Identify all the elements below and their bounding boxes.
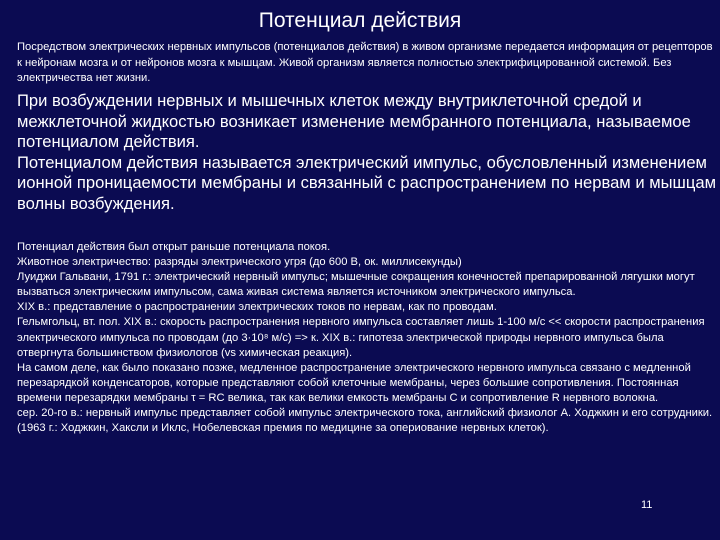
history-notes	[17, 240, 713, 436]
history-line: XIX в.: представление о распространении электрических токов по нервам, как по проводам.	[17, 301, 497, 314]
history-line: Животное электричество: разряды электрического угря (до 600 В, ок. миллисекунды)	[17, 256, 462, 269]
intro-paragraph: Посредством электрических нервных импульсов (потенциалов действия) в живом организме передается информация от рецепторов к нейронам мозга и от нейронов мозга к мышцам. Живой организм является полностью электрифицированной системой. Без электричества нет жизни.	[17, 41, 713, 84]
page-number: 11	[641, 499, 653, 511]
slide-title: Потенциал действия	[258, 9, 462, 32]
intro-text	[17, 40, 713, 87]
definition-paragraph: Потенциалом действия называется электрический импульс, обусловленный изменением ионной проницаемости мембраны и связанный с распространением по нервам и мышцам волны возбуждения.	[17, 152, 716, 213]
definition-paragraph: При возбуждении нервных и мышечных клеток между внутриклеточной средой и межклеточной жидкостью возникает изменение мембранного потенциала, называемое потенциалом действия.	[17, 91, 691, 151]
history-line: Потенциал действия был открыт раньше потенциала покоя.	[17, 241, 331, 253]
history-line: Луиджи Гальвани, 1791 г.: электрический нервный импульс; мышечные сокращения конечностей препарированной лягушки могут вызваться электрическим импульсом, сама живая система является источником электрического импульса.	[17, 271, 695, 299]
history-line: На самом деле, как было показано позже, медленное распространение электрического нервного импульса связано с медленной перезарядкой конденсаторов, которые представляют собой клеточные мембраны, через большие сопротивления. Постоянная времени перезарядки мембраны τ = RC велика, так как велики емкость мембраны С и сопротивление R нервного волокна.	[17, 361, 691, 404]
main-definition-block	[17, 91, 717, 214]
history-line: Гельмгольц, вт. пол. XIX в.: скорость распространения нервного импульса составляет лишь 1-100 м/с << скорости распространения электрического импульса по проводам (до 3·10⁸ м/с) => к. XIX в.: гипотеза электрической природы нервного импульса была отвергнута большинством физиологов (vs химическая реакция).	[17, 316, 705, 359]
history-line: сер. 20-го в.: нервный импульс представляет собой импульс электрического тока, английский физиолог А. Ходжкин и его сотрудники. (1963 г.: Ходжкин, Хаксли и Иклс, Нобелевская премия по медицине за опериование нервных клеток).	[17, 407, 713, 435]
